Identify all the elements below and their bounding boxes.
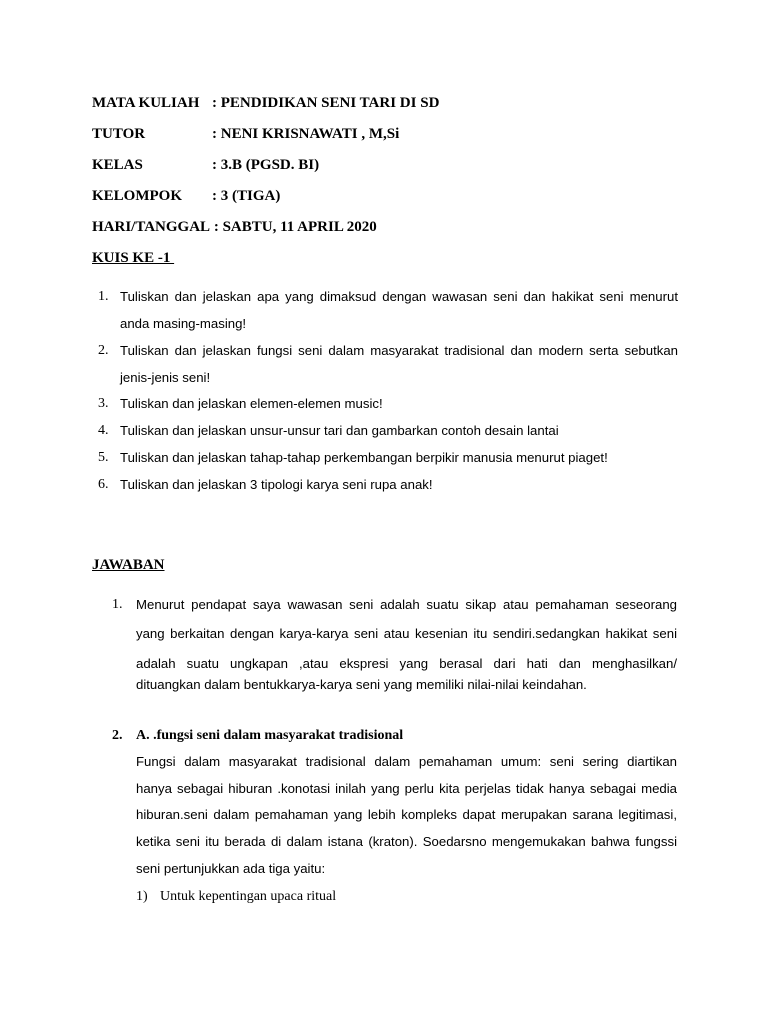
answer-number: 2. <box>112 728 123 743</box>
answer-line: ketika seni itu berada di dalam istana (kraton). Soedarsno mengemukakan bahwa fungssi <box>136 834 677 849</box>
answer-line: seni pertunjukkan ada tiga yaitu: <box>136 861 326 876</box>
header-row-kelas <box>92 156 319 174</box>
quiz-item-number: 6. <box>98 477 109 492</box>
quiz-item-number: 3. <box>98 396 109 411</box>
answer-line: hiburan.seni dalam pemahaman yang lebih kompleks dapat merupakan sarana legitimasi, <box>136 807 677 822</box>
quiz-item-line: Tuliskan dan jelaskan elemen-elemen music! <box>120 396 383 411</box>
answer-line: dituangkan dalam bentukkarya-karya seni yang memiliki nilai-nilai keindahan. <box>136 677 587 692</box>
header-row-tutor <box>92 125 399 143</box>
answer-line: hanya sebagai hiburan .konotasi inilah yang perlu kita perjelas tidak hanya sebagai media <box>136 781 677 796</box>
answer-line: adalah suatu ungkapan ,atau ekspresi yang berasal dari hati dan menghasilkan/ <box>136 656 677 671</box>
header-label: KELAS <box>92 157 143 173</box>
quiz-item-line: Tuliskan dan jelaskan unsur-unsur tari dan gambarkan contoh desain lantai <box>120 423 559 438</box>
answer-line: yang berkaitan dengan karya-karya seni atau kesenian itu sendiri.sedangkan hakikat seni <box>136 626 677 641</box>
answer-subitem-number: 1) <box>136 889 148 904</box>
answer-subheading: A. .fungsi seni dalam masyarakat tradisional <box>136 728 404 743</box>
answer-subitem-text: Untuk kepentingan upaca ritual <box>160 889 337 904</box>
quiz-item-number: 2. <box>98 343 109 358</box>
answer-number: 1. <box>112 597 123 612</box>
quiz-item-line: Tuliskan dan jelaskan 3 tipologi karya seni rupa anak! <box>120 477 433 492</box>
header-label: KELOMPOK <box>92 188 182 204</box>
header-label: MATA KULIAH <box>92 95 200 111</box>
header-row-hari-tanggal <box>92 218 377 236</box>
quiz-title: KUIS KE -1 <box>92 250 175 266</box>
header-value: : SABTU, 11 APRIL 2020 <box>213 219 377 235</box>
answers-title: JAWABAN <box>92 557 165 573</box>
quiz-item-number: 4. <box>98 423 109 438</box>
answer-line: Menurut pendapat saya wawasan seni adalah suatu sikap atau pemahaman seseorang <box>136 597 677 612</box>
quiz-item-line: jenis-jenis seni! <box>120 370 211 385</box>
quiz-item-line: Tuliskan dan jelaskan tahap-tahap perkembangan berpikir manusia menurut piaget! <box>120 450 608 465</box>
quiz-item-line: anda masing-masing! <box>120 316 247 331</box>
header-label: TUTOR <box>92 126 146 142</box>
quiz-item-line: Tuliskan dan jelaskan apa yang dimaksud dengan wawasan seni dan hakikat seni menurut <box>120 289 678 304</box>
header-label: HARI/TANGGAL <box>92 219 211 235</box>
answer-line: Fungsi dalam masyarakat tradisional dalam pemahaman umum: seni sering diartikan <box>136 754 677 769</box>
header-row-kelompok <box>92 187 280 205</box>
header-value: : PENDIDIKAN SENI TARI DI SD <box>212 95 440 111</box>
quiz-item-line: Tuliskan dan jelaskan fungsi seni dalam masyarakat tradisional dan modern serta sebutkan <box>120 343 678 358</box>
header-row-mata-kuliah <box>92 94 439 112</box>
header-value: : 3.B (PGSD. BI) <box>212 157 320 173</box>
quiz-item-number: 5. <box>98 450 109 465</box>
header-value: : NENI KRISNAWATI , M,Si <box>212 126 400 142</box>
header-value: : 3 (TIGA) <box>212 188 281 204</box>
quiz-item-number: 1. <box>98 289 109 304</box>
